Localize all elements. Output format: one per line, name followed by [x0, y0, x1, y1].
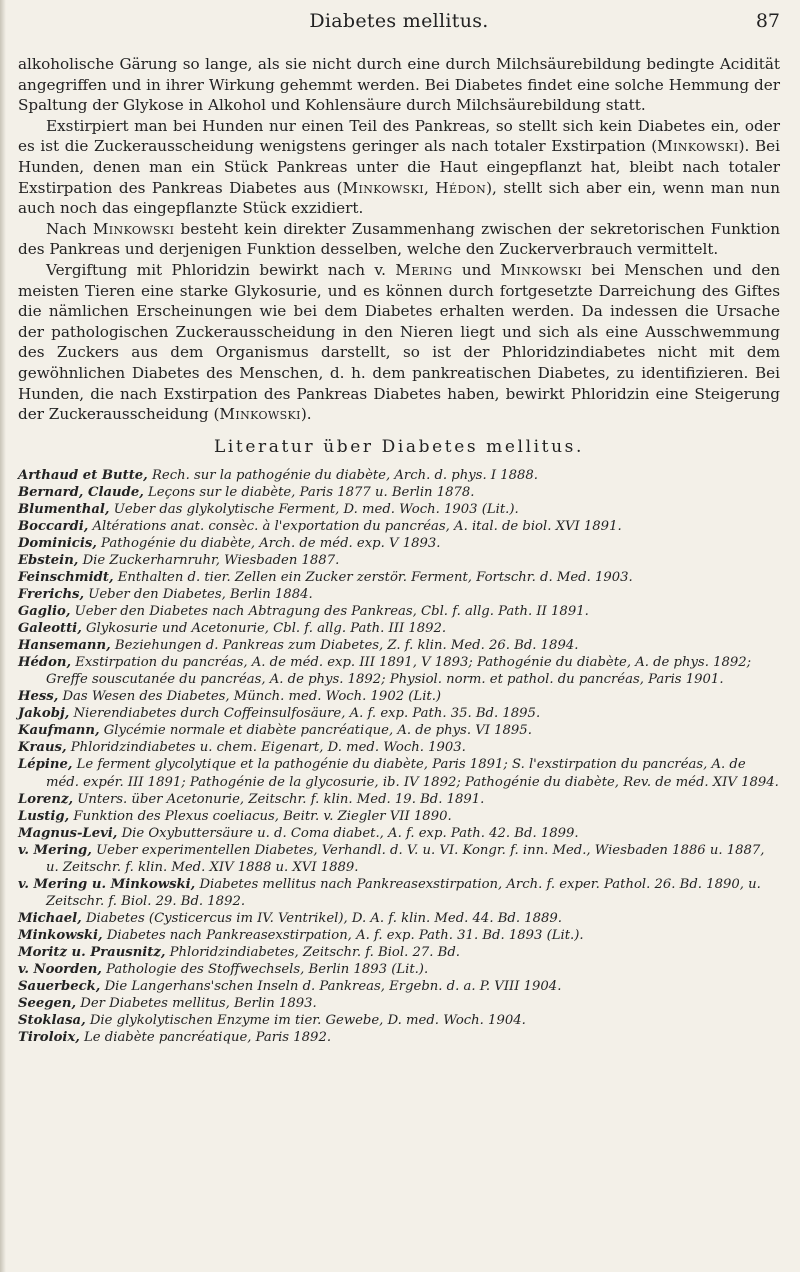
paragraph-text: und [452, 260, 501, 279]
running-header [18, 0, 780, 40]
literature-list [18, 467, 780, 1047]
literature-entry [18, 927, 780, 944]
literature-entry [18, 756, 780, 790]
literature-entry [18, 535, 780, 552]
literature-entry [18, 467, 780, 484]
reference-text: Diabetes (Cysticercus im IV. Ventrikel), D. A. f. klin. Med. 44. Bd. 1889. [81, 910, 562, 926]
reference-text: Die Zuckerharnruhr, Wiesbaden 1887. [78, 552, 340, 568]
reference-text: Unters. über Acetonurie, Zeitschr. f. klin. Med. 19. Bd. 1891. [73, 791, 485, 807]
reference-author: Kaufmann, [18, 723, 100, 739]
literature-entry [18, 1012, 780, 1029]
author-name: Minkowski [500, 260, 582, 279]
paragraph-text: ). Bei Hunden, denen man ein Stück Pankreas unter die Haut eingepflanzt hat, bleibt nach totaler Exstirpation des Pankreas Diabetes aus ( [18, 137, 781, 197]
reference-author: Michael, [18, 910, 82, 926]
reference-author: Galeotti, [18, 621, 82, 637]
reference-author: Boccardi, [18, 518, 89, 534]
reference-text: Ueber das glykolytische Ferment, D. med. Woch. 1903 (Lit.). [109, 501, 519, 517]
reference-text: Die glykolytischen Enzyme im tier. Gewebe, D. med. Woch. 1904. [85, 1013, 526, 1029]
reference-text: Ueber den Diabetes, Berlin 1884. [84, 587, 313, 603]
reference-author: Gaglio, [18, 604, 71, 620]
reference-text: Leçons sur le diabète, Paris 1877 u. Berlin 1878. [143, 484, 475, 500]
reference-author: Hédon, [18, 655, 72, 671]
reference-author: Lustig, [18, 808, 70, 824]
reference-text: Ueber den Diabetes nach Abtragung des Pankreas, Cbl. f. allg. Path. II 1891. [70, 604, 589, 620]
literature-entry [18, 910, 780, 927]
literature-entry [18, 501, 780, 518]
paragraph-text: ). [300, 405, 312, 424]
literature-entry [18, 808, 780, 825]
reference-author: v. Noorden, [18, 962, 102, 978]
reference-author: Lorenz, [18, 791, 74, 807]
reference-author: Sauerbeck, [18, 979, 101, 995]
literature-entry [18, 825, 780, 842]
reference-text: Altérations anat. consèc. à l'exportation du pancréas, A. ital. de biol. XVI 1891. [88, 518, 622, 534]
paragraph-text: Exstirpiert man bei Hunden nur einen Teil des Pankreas, so stellt sich kein Diabetes ein, oder es ist die Zuckerausscheidung wenigstens geringer als nach totaler Exstirpation ( [18, 116, 780, 156]
author-name: Minkowski [219, 405, 301, 424]
reference-author: Jakobj, [18, 706, 70, 722]
reference-author: Stoklasa, [18, 1013, 86, 1029]
reference-author: Hess, [18, 689, 59, 705]
reference-author: Lépine, [18, 757, 73, 773]
literature-entry [18, 484, 780, 501]
reference-text: Ueber experimentellen Diabetes, Verhandl. d. V. u. VI. Kongr. f. inn. Med., Wiesbaden 1886 u. 1887, u. Zeitschr. f. klin. Med. XIV 1888 u. XVI 1889. [46, 842, 765, 875]
literature-entry [18, 842, 780, 876]
reference-text: Glycémie normale et diabète pancréatique, A. de phys. VI 1895. [99, 723, 532, 739]
reference-author: Hansemann, [18, 638, 111, 654]
literature-entry [18, 654, 780, 688]
paragraph-text: , [423, 178, 436, 197]
reference-text: Pathologie des Stoffwechsels, Berlin 1893 (Lit.). [101, 962, 429, 978]
literature-entry [18, 739, 780, 756]
reference-author: Arthaud et Butte, [18, 467, 148, 483]
author-name: Mering [395, 260, 453, 279]
reference-author: Bernard, Claude, [18, 484, 144, 500]
literature-entry [18, 961, 780, 978]
reference-author: Dominicis, [18, 535, 97, 551]
reference-text: Die Oxybuttersäure u. d. Coma diabet., A. f. exp. Path. 42. Bd. 1899. [117, 825, 579, 841]
literature-entry [18, 978, 780, 995]
reference-text: Funktion des Plexus coeliacus, Beitr. v. Ziegler VII 1890. [69, 808, 452, 824]
reference-text: Beziehungen d. Pankreas zum Diabetes, Z. f. klin. Med. 26. Bd. 1894. [110, 638, 579, 654]
reference-author: Moritz u. Prausnitz, [18, 945, 166, 960]
paragraph-text: Vergiftung mit Phloridzin bewirkt nach v. [46, 260, 396, 279]
author-name: Minkowski [657, 137, 739, 156]
reference-author: Tiroloix, [18, 1030, 80, 1046]
literature-entry [18, 586, 780, 603]
literature-entry [18, 995, 780, 1012]
literature-entry [18, 688, 780, 705]
reference-text: Nierendiabetes durch Coffeinsulfosäure, A. f. exp. Path. 35. Bd. 1895. [69, 706, 541, 722]
author-name: Hédon [435, 178, 487, 197]
author-name: Minkowski [92, 219, 175, 238]
paragraph-text: bei Menschen und den meisten Tieren eine starke Glykosurie, und es können durch fortgesetzte Darreichung des Giftes die nämlichen Erscheinungen wie bei dem Diabetes erhalten werden. Da indessen die Ursache der pathologischen Zuckerausscheidung in den Nieren liegt und sich als eine Ausschwemmung des Zuckers aus dem Organismus darstellt, so ist der Phloridzindiabetes nicht mit dem gewöhnlichen Diabetes des Menschen, d. h. dem pankreatischen Diabetes, zu identifizieren. Bei Hunden, die nach Exstirpation des Pankreas Diabetes haben, bewirkt Phloridzin eine Steigerung der Zuckerausscheidung ( [18, 260, 780, 424]
book-page [18, 0, 780, 1272]
reference-text: Exstirpation du pancréas, A. de méd. exp. III 1891, V 1893; Pathogénie du diabète, A. de phys. 1892; Greffe souscutanée du pancréas, A. de phys. 1892; Physiol. norm. et pathol. du pancréas, Paris 1901. [46, 655, 752, 688]
reference-text: Diabetes mellitus nach Pankreasexstirpation, Arch. f. exper. Pathol. 26. Bd. 1890, u. Zeitschr. f. Biol. 29. Bd. 1892. [46, 876, 761, 909]
paragraph-text: ), stellt sich aber ein, wenn man nun auch noch das eingepflanzte Stück exzidiert. [18, 178, 780, 218]
reference-author: Minkowski, [18, 927, 103, 943]
literature-entry [18, 603, 780, 620]
literature-entry [18, 620, 780, 637]
reference-author: Blumenthal, [18, 501, 110, 517]
literature-entry [18, 944, 780, 961]
reference-author: Seegen, [18, 996, 77, 1012]
literature-entry [18, 791, 780, 808]
reference-author: Ebstein, [18, 552, 79, 568]
literature-entry [18, 637, 780, 654]
page-number: 87 [755, 10, 780, 32]
reference-author: Kraus, [18, 740, 67, 756]
body-paragraph [18, 54, 780, 116]
reference-text: Rech. sur la pathogénie du diabète, Arch. d. phys. I 1888. [147, 467, 538, 483]
literature-heading: Literatur über Diabetes mellitus. [214, 436, 584, 457]
reference-text: Phloridzindiabetes u. chem. Eigenart, D. med. Woch. 1903. [66, 740, 466, 756]
literature-entry [18, 552, 780, 569]
reference-text: Der Diabetes mellitus, Berlin 1893. [76, 996, 317, 1012]
running-title: Diabetes mellitus. [309, 10, 489, 32]
literature-entry [18, 518, 780, 535]
author-name: Minkowski [342, 178, 424, 197]
reference-text: Glykosurie und Acetonurie, Cbl. f. allg. Path. III 1892. [81, 621, 447, 637]
reference-author: Magnus-Levi, [18, 825, 118, 841]
reference-author: Frerichs, [18, 587, 85, 603]
literature-entry [18, 705, 780, 722]
literature-entry [18, 569, 780, 586]
page-edge-shadow [0, 0, 6, 1272]
literature-entry [18, 876, 780, 910]
literature-entry [18, 722, 780, 739]
body-paragraph [18, 116, 780, 219]
reference-text: Le ferment glycolytique et la pathogénie du diabète, Paris 1891; S. l'exstirpation du pancréas, A. de méd. expér. III 1891; Pathogénie de la glycosurie, ib. IV 1892; Pathogénie du diabète, Rev. de méd. XIV 1894. [46, 757, 779, 790]
paragraph-text: alkoholische Gärung so lange, als sie nicht durch eine durch Milchsäurebildung bedingte Acidität angegriffen und in ihrer Wirkung gehemmt werden. Bei Diabetes findet eine solche Hemmung der Spaltung der Glykose in Alkohol und Kohlensäure durch Milchsäurebildung statt. [18, 55, 780, 115]
literature-entry [18, 1029, 780, 1046]
reference-text: Enthalten d. tier. Zellen ein Zucker zerstör. Ferment, Fortschr. d. Med. 1903. [113, 569, 633, 585]
body-paragraph [18, 260, 780, 425]
reference-author: Feinschmidt, [18, 569, 114, 585]
paragraph-text: Nach [46, 219, 93, 238]
reference-text: Phloridzindiabetes, Zeitschr. f. Biol. 27. Bd. [165, 945, 460, 960]
reference-text: Das Wesen des Diabetes, Münch. med. Woch. 1902 (Lit.) [58, 689, 442, 705]
body-paragraph [18, 219, 780, 260]
reference-text: Diabetes nach Pankreasexstirpation, A. f. exp. Path. 31. Bd. 1893 (Lit.). [102, 927, 584, 943]
reference-author: v. Mering, [18, 842, 92, 858]
reference-text: Pathogénie du diabète, Arch. de méd. exp. V 1893. [96, 535, 441, 551]
reference-text: Le diabète pancréatique, Paris 1892. [79, 1030, 332, 1046]
reference-author: v. Mering u. Minkowski, [18, 876, 196, 892]
body-text [18, 54, 780, 425]
paragraph-text: besteht kein direkter Zusammenhang zwischen der sekretorischen Funktion des Pankreas und derjenigen Funktion desselben, welche den Zuckerverbrauch vermittelt. [18, 219, 780, 259]
reference-text: Die Langerhans'schen Inseln d. Pankreas, Ergebn. d. a. P. VIII 1904. [100, 979, 562, 995]
